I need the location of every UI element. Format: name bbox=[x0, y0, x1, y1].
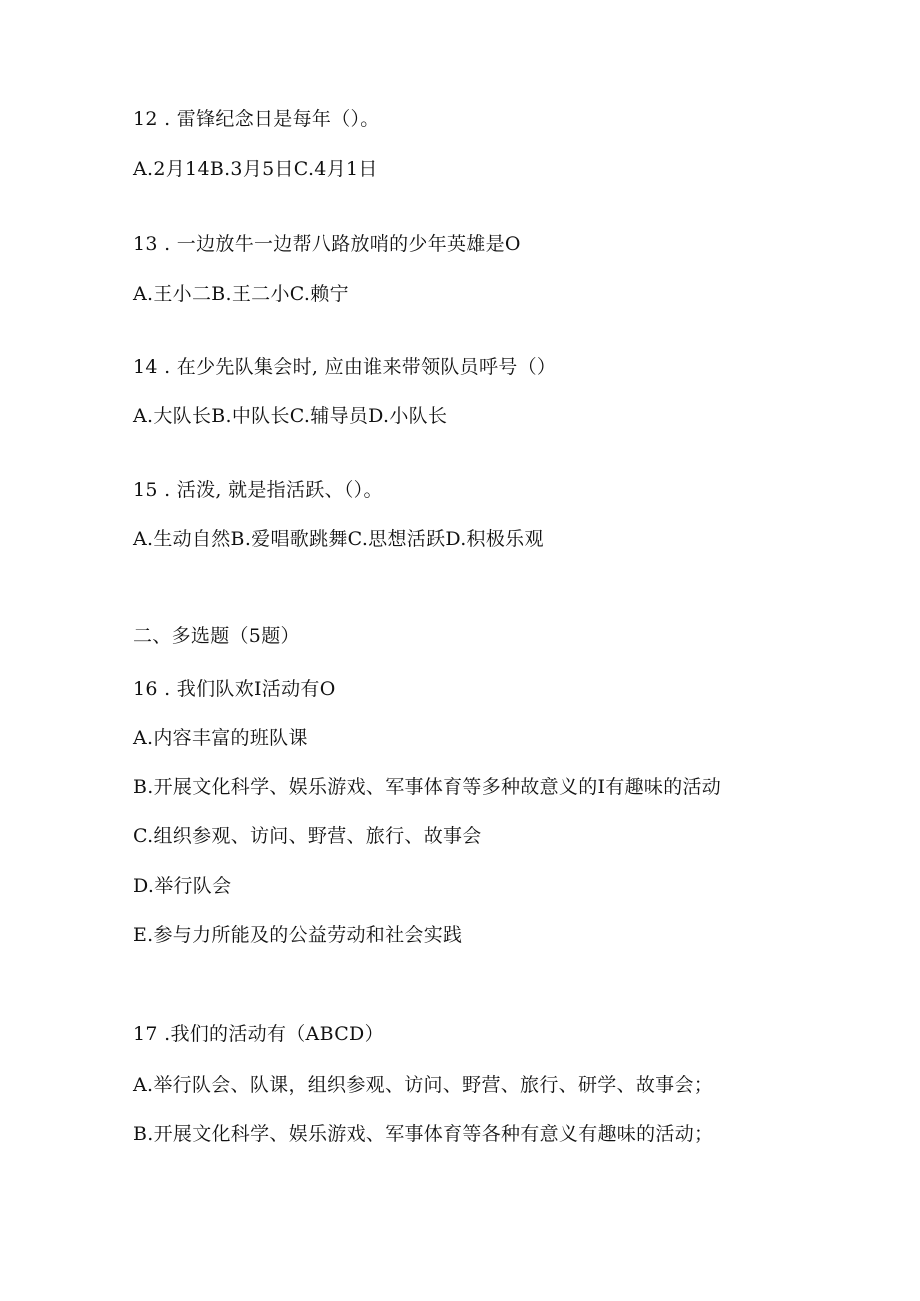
question-17-option-a: A.举行队会、队课，组织参观、访问、野营、旅行、研学、故事会； bbox=[133, 1074, 714, 1096]
question-15-stem: 15 . 活泼, 就是指活跃、（）。 bbox=[133, 479, 383, 501]
question-16-option-d: D.举行队会 bbox=[133, 875, 232, 897]
question-16-stem: 16 . 我们队欢I活动有O bbox=[133, 678, 336, 700]
question-12-stem: 12 . 雷锋纪念日是每年（）。 bbox=[133, 108, 380, 130]
question-17-option-b: B.开展文化科学、娱乐游戏、军事体育等各种有意义有趣味的活动； bbox=[133, 1123, 714, 1145]
question-16-option-a: A.内容丰富的班队课 bbox=[133, 727, 308, 749]
question-14-stem: 14 . 在少先队集会时, 应由谁来带领队员呼号（） bbox=[133, 356, 557, 378]
question-17-stem: 17 .我们的活动有（ABCD） bbox=[133, 1023, 384, 1045]
question-16-option-e: E.参与力所能及的公益劳动和社会实践 bbox=[133, 924, 463, 946]
question-16-option-c: C.组织参观、访问、野营、旅行、故事会 bbox=[133, 825, 482, 847]
question-16-option-b: B.开展文化科学、娱乐游戏、军事体育等多种故意义的I有趣味的活动 bbox=[133, 776, 722, 798]
question-12-options: A.2月14B.3月5日C.4月1日 bbox=[133, 158, 378, 180]
section-heading: 二、多选题（5题） bbox=[133, 625, 300, 647]
question-15-options: A.生动自然B.爱唱歌跳舞C.思想活跃D.积极乐观 bbox=[133, 528, 544, 550]
question-13-options: A.王小二B.王二小C.赖宁 bbox=[133, 283, 349, 305]
question-13-stem: 13 . 一边放牛一边帮八路放哨的少年英雄是O bbox=[133, 233, 521, 255]
question-14-options: A.大队长B.中队长C.辅导员D.小队长 bbox=[133, 405, 448, 427]
